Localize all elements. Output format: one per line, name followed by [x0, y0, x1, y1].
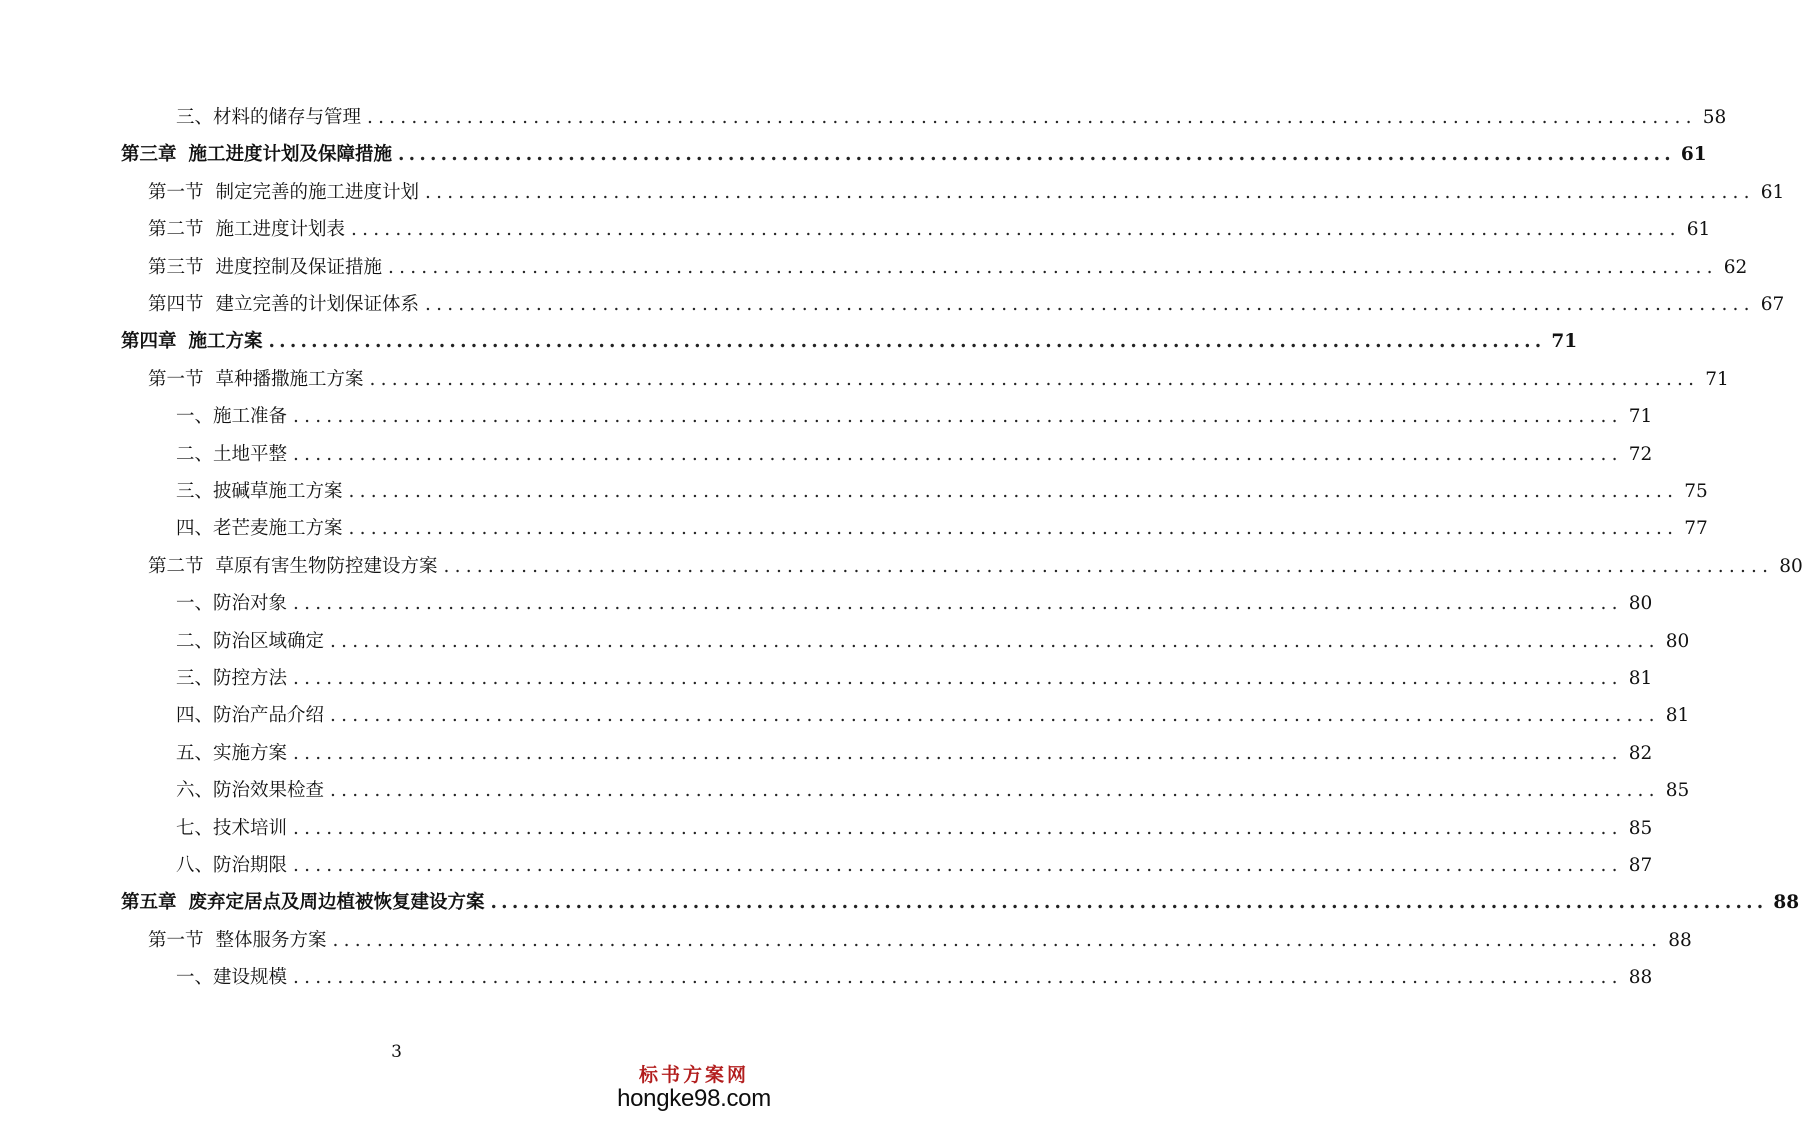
toc-entry[interactable]	[121, 324, 1578, 354]
toc-entry-title	[121, 330, 265, 354]
toc-leader-dots: ........................................................................................................................	[351, 219, 1681, 241]
toc-entry-number: 六、	[176, 780, 214, 802]
toc-entry-page: 61	[1686, 219, 1711, 241]
toc-entry-page: 81	[1665, 705, 1690, 727]
toc-leader-dots: ........................................................................................................................	[293, 406, 1623, 428]
toc-leader-dots: ........................................................................................................................	[293, 742, 1623, 764]
toc-entry[interactable]	[121, 885, 1800, 915]
toc-entry-title	[148, 293, 421, 317]
toc-entry-number: 第二节	[148, 555, 204, 577]
toc-entry-page: 85	[1665, 780, 1690, 802]
toc-leader-dots: ........................................................................................................................	[293, 817, 1623, 839]
toc-entry-number: 第二节	[148, 219, 204, 241]
toc-entry-number: 五、	[176, 742, 214, 764]
toc-entry[interactable]	[148, 362, 1729, 392]
toc-entry-title	[176, 742, 289, 766]
toc-entry[interactable]	[176, 661, 1653, 691]
toc-entry-page: 71	[1628, 406, 1653, 428]
toc-entry-title	[176, 779, 326, 803]
toc-entry-number: 第一节	[148, 929, 204, 951]
toc-leader-dots: ........................................................................................................................	[369, 368, 1700, 390]
toc-leader-dots: ........................................................................................................................	[293, 855, 1623, 876]
toc-entry-text: 废弃定居点及周边植被恢复建设方案	[188, 892, 485, 914]
toc-entry[interactable]	[148, 250, 1748, 280]
toc-entry-title	[176, 704, 326, 728]
toc-entry-text: 整体服务方案	[215, 929, 327, 951]
toc-entry-page: 88	[1628, 967, 1653, 989]
toc-entry[interactable]	[148, 212, 1711, 242]
toc-entry-text: 老芒麦施工方案	[213, 518, 343, 540]
toc-entry-text: 施工方案	[188, 331, 263, 353]
toc-entry-text: 材料的储存与管理	[213, 107, 362, 128]
toc-leader-dots: ........................................................................................................................	[425, 294, 1755, 315]
toc-entry-number: 第四章	[121, 331, 177, 353]
toc-entry-page: 75	[1684, 481, 1708, 502]
toc-entry-text: 建设规模	[213, 967, 288, 989]
toc-entry-number: 二、	[176, 630, 214, 652]
toc-entry-page: 72	[1628, 443, 1653, 465]
toc-entry-number: 一、	[176, 406, 214, 428]
watermark-chinese-text: 标书方案网	[638, 1064, 749, 1086]
toc-leader-dots: ........................................................................................................................	[332, 929, 1663, 951]
toc-leader-dots: ........................................................................................................................	[425, 181, 1755, 203]
toc-entry-title	[176, 480, 345, 504]
toc-entry-number: 第四节	[148, 294, 204, 315]
page-number: 3	[391, 1042, 402, 1062]
toc-entry-number: 四、	[176, 705, 214, 727]
toc-entry-page: 82	[1628, 742, 1653, 764]
toc-entry-number: 第一节	[148, 368, 204, 390]
toc-entry[interactable]	[176, 698, 1690, 728]
toc-entry-number: 第三节	[148, 256, 204, 278]
toc-leader-dots: ........................................................................................................................	[330, 630, 1660, 652]
toc-entry[interactable]	[176, 736, 1653, 766]
toc-entry-title	[176, 405, 289, 429]
toc-leader-dots: ........................................................................................................................	[348, 481, 1679, 502]
toc-entry-title	[176, 667, 289, 691]
toc-entry-title	[176, 106, 363, 130]
toc-entry-number: 三、	[176, 481, 214, 502]
toc-leader-dots: ........................................................................................................................	[398, 144, 1675, 166]
toc-entry[interactable]	[176, 511, 1708, 541]
toc-entry[interactable]	[176, 437, 1653, 467]
toc-entry[interactable]	[176, 586, 1653, 616]
toc-entry-text: 防治期限	[213, 855, 288, 876]
toc-entry-title	[176, 966, 289, 990]
toc-entry-text: 草种播撒施工方案	[215, 368, 364, 390]
toc-entry-page: 85	[1628, 817, 1653, 839]
toc-entry[interactable]	[176, 624, 1690, 654]
toc-entry-number: 第三章	[121, 144, 177, 166]
toc-entry-text: 制定完善的施工进度计划	[215, 181, 420, 203]
toc-entry[interactable]	[176, 960, 1653, 990]
toc-entry-page: 80	[1665, 630, 1690, 652]
toc-entry-title	[148, 218, 347, 242]
toc-entry-page: 81	[1628, 668, 1653, 689]
toc-entry-page: 58	[1702, 107, 1727, 128]
toc-entry-page: 80	[1628, 593, 1653, 615]
toc-entry-number: 八、	[176, 855, 214, 876]
toc-entry-text: 施工进度计划表	[215, 219, 346, 241]
toc-entry-text: 防治对象	[213, 593, 288, 615]
toc-entry-text: 防控方法	[213, 668, 288, 689]
toc-entry-title	[176, 517, 345, 541]
toc-entry-text: 建立完善的计划保证体系	[215, 294, 420, 315]
toc-entry-page: 88	[1773, 892, 1800, 914]
toc-leader-dots: ........................................................................................................................	[293, 668, 1623, 689]
toc-entry-title	[121, 143, 394, 167]
toc-entry-page: 71	[1551, 331, 1578, 353]
toc-entry-text: 进度控制及保证措施	[215, 256, 383, 278]
toc-entry-text: 防治效果检查	[213, 780, 325, 802]
toc-entry[interactable]	[121, 137, 1707, 167]
toc-entry-title	[121, 891, 487, 915]
toc-entry[interactable]	[176, 100, 1727, 130]
toc-leader-dots: ........................................................................................................................	[293, 593, 1623, 615]
toc-entry[interactable]	[148, 549, 1803, 579]
toc-entry-title	[176, 817, 289, 841]
toc-entry-number: 第五章	[121, 892, 177, 914]
toc-entry-number: 四、	[176, 518, 214, 540]
toc-entry-page: 88	[1668, 929, 1692, 951]
toc-entry-number: 七、	[176, 817, 214, 839]
toc-entry-title	[176, 630, 326, 654]
toc-leader-dots: ........................................................................................................................	[348, 518, 1679, 540]
toc-entry-title	[148, 929, 329, 953]
toc-entry-number: 二、	[176, 443, 214, 465]
toc-entry-text: 施工准备	[213, 406, 288, 428]
toc-leader-dots: ........................................................................................................................	[330, 780, 1660, 802]
toc-entry[interactable]	[176, 399, 1653, 429]
toc-entry[interactable]	[148, 923, 1692, 953]
toc-entry-title	[176, 854, 289, 878]
toc-leader-dots: ........................................................................................................................	[490, 892, 1768, 914]
toc-leader-dots: ........................................................................................................................	[268, 331, 1546, 353]
toc-entry[interactable]	[176, 848, 1653, 878]
toc-entry[interactable]	[148, 287, 1785, 317]
toc-entry-text: 土地平整	[213, 443, 288, 465]
toc-entry-title	[148, 181, 421, 205]
toc-leader-dots: ........................................................................................................................	[388, 256, 1718, 278]
toc-entry-title	[176, 592, 289, 616]
toc-entry-page: 71	[1705, 368, 1729, 390]
toc-entry-number: 第一节	[148, 181, 204, 203]
toc-entry[interactable]	[148, 175, 1785, 205]
toc-entry[interactable]	[176, 811, 1653, 841]
toc-entry-page: 67	[1760, 294, 1785, 315]
toc-entry[interactable]	[176, 773, 1690, 803]
toc-entry-title	[148, 368, 366, 392]
toc-entry-title	[148, 555, 440, 579]
toc-entry-title	[176, 443, 289, 467]
toc-entry-number: 一、	[176, 967, 214, 989]
toc-leader-dots: ........................................................................................................................	[293, 967, 1623, 989]
toc-entry-text: 防治产品介绍	[213, 705, 325, 727]
toc-entry-page: 61	[1680, 144, 1707, 166]
toc-leader-dots: ........................................................................................................................	[293, 443, 1623, 465]
toc-entry-page: 80	[1779, 555, 1803, 577]
watermark-url: hongke98.com	[617, 1085, 771, 1112]
toc-entry-text: 防治区域确定	[213, 630, 325, 652]
toc-leader-dots: ........................................................................................................................	[443, 555, 1774, 577]
toc-entry-text: 实施方案	[213, 742, 288, 764]
watermark-logo	[609, 1066, 779, 1111]
toc-entry[interactable]	[176, 474, 1708, 504]
toc-entry-page: 61	[1760, 181, 1785, 203]
toc-entry-text: 技术培训	[213, 817, 288, 839]
toc-entry-number: 三、	[176, 107, 214, 128]
toc-entry-page: 87	[1628, 855, 1653, 876]
toc-entry-number: 一、	[176, 593, 214, 615]
toc-entry-page: 77	[1684, 518, 1708, 540]
toc-entry-title	[148, 256, 384, 280]
toc-entry-text: 施工进度计划及保障措施	[188, 144, 393, 166]
toc-entry-text: 披碱草施工方案	[213, 481, 343, 502]
toc-entry-number: 三、	[176, 668, 214, 689]
toc-entry-text: 草原有害生物防控建设方案	[215, 555, 438, 577]
toc-leader-dots: ........................................................................................................................	[330, 705, 1660, 727]
toc-entry-page: 62	[1723, 256, 1748, 278]
toc-leader-dots: ........................................................................................................................	[367, 107, 1697, 128]
